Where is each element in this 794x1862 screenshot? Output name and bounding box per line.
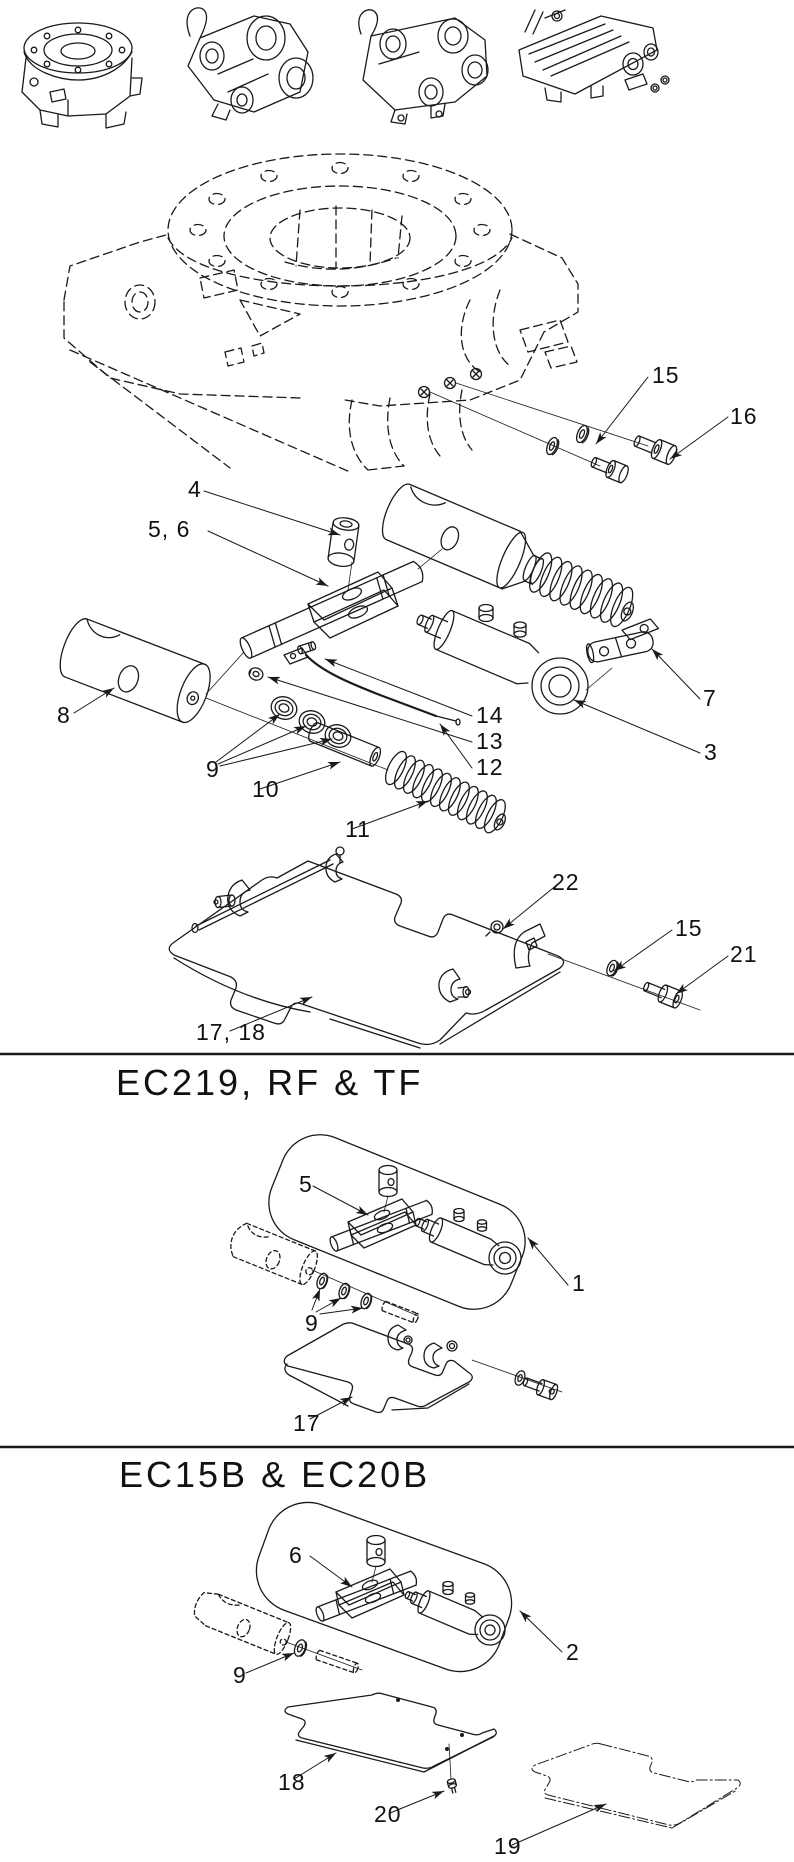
pin-14 xyxy=(297,641,317,654)
slewing-ring-and-frame xyxy=(64,154,578,472)
callout-labels xyxy=(57,362,758,1859)
pivot-bushing-4 xyxy=(327,516,359,568)
callout-1: 1 xyxy=(572,1270,586,1296)
callout-19: 19 xyxy=(494,1833,522,1859)
callout-15-plate: 15 xyxy=(675,915,703,941)
callout-12: 12 xyxy=(476,754,504,780)
mounting-plate-1 xyxy=(257,1123,537,1322)
callout-15: 15 xyxy=(652,362,680,388)
section-heading-ec15b: EC15B & EC20B xyxy=(119,1454,431,1495)
control-linkage-exploded xyxy=(54,480,663,837)
callout-20: 20 xyxy=(374,1801,402,1827)
cover-plate-18 xyxy=(285,1693,496,1779)
callout-11: 11 xyxy=(345,816,371,842)
callout-17: 17 xyxy=(293,1410,321,1436)
nut-13 xyxy=(247,666,264,682)
callout-6: 6 xyxy=(289,1542,303,1568)
damper-cylinder xyxy=(411,1209,521,1275)
pivot-bushing xyxy=(379,1166,397,1197)
pivot-bushing xyxy=(367,1536,385,1567)
washer-15-b xyxy=(574,424,590,445)
callout-16: 16 xyxy=(730,403,758,429)
cover-plate-17 xyxy=(284,1323,562,1413)
callout-4: 4 xyxy=(188,476,202,502)
callout-17-18: 17, 18 xyxy=(196,1019,266,1045)
callout-7: 7 xyxy=(703,685,717,711)
callout-3: 3 xyxy=(704,739,718,765)
damper-cylinder xyxy=(401,1582,505,1646)
thumbnail-coupler-a xyxy=(187,8,313,120)
callout-22: 22 xyxy=(552,869,580,895)
mount-screws-and-washers xyxy=(419,369,679,484)
callout-10: 10 xyxy=(252,776,280,802)
ghost-pin xyxy=(315,1650,359,1674)
ec15b-valve-kit-drawing xyxy=(190,1491,740,1828)
thumbnail-coupler-c xyxy=(519,10,669,102)
mounting-plate-2 xyxy=(245,1491,524,1684)
washer-9 xyxy=(292,1638,308,1658)
callout-9: 9 xyxy=(233,1662,247,1688)
gasket-plate-19 xyxy=(532,1743,740,1828)
callout-9: 9 xyxy=(206,756,220,782)
washers-9 xyxy=(315,1272,373,1310)
damper-cylinder-3 xyxy=(410,600,612,714)
callout-5-6: 5, 6 xyxy=(148,516,191,542)
screw-20 xyxy=(447,1778,458,1794)
clamp-bracket xyxy=(326,847,344,882)
thumbnail-coupler-b xyxy=(359,10,488,124)
screw-16-a xyxy=(589,453,631,484)
cover-plate-assembly-17-18 xyxy=(169,847,700,1048)
callout-5: 5 xyxy=(299,1171,313,1197)
cylinder-with-spring xyxy=(376,480,644,639)
callout-2: 2 xyxy=(566,1639,580,1665)
ghost-cylinder xyxy=(190,1588,294,1656)
callout-14: 14 xyxy=(476,702,504,728)
lock-rod-12 xyxy=(284,648,460,725)
screw-16-b xyxy=(631,431,678,466)
ec219-valve-kit-drawing xyxy=(226,1123,562,1413)
callout-9: 9 xyxy=(305,1310,319,1336)
screw-21 xyxy=(641,978,684,1009)
callout-13: 13 xyxy=(476,728,504,754)
callout-8: 8 xyxy=(57,702,71,728)
clevis-lever-5 xyxy=(348,1199,416,1248)
callout-21: 21 xyxy=(730,941,758,967)
washer-15-a xyxy=(544,436,560,457)
ghost-cylinder xyxy=(226,1220,321,1286)
lever-shaft xyxy=(238,560,426,660)
leader-lines xyxy=(74,377,728,1845)
thumbnail-swing-frame xyxy=(22,23,142,128)
link-block-7 xyxy=(583,618,663,664)
callout-18: 18 xyxy=(278,1769,306,1795)
clamp-bracket-tall xyxy=(514,924,545,968)
section-heading-ec219: EC219, RF & TF xyxy=(116,1062,424,1103)
clamp-bracket xyxy=(439,969,471,1002)
ghost-pin xyxy=(381,1301,420,1324)
